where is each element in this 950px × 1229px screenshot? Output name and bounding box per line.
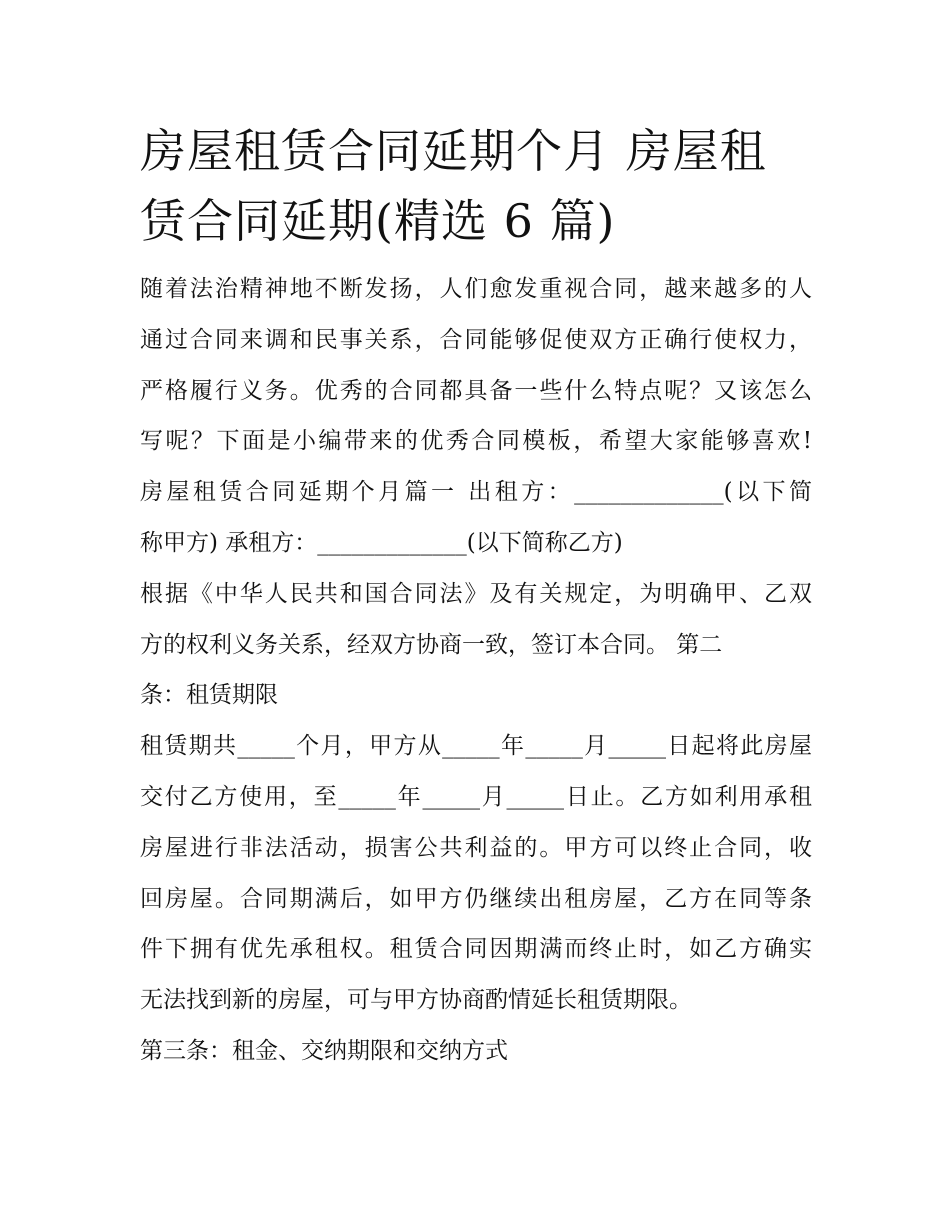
body-line: 随着法治精神地不断发扬，人们愈发重视合同，越来越多的人 — [140, 276, 812, 302]
body-line: 回房屋。合同期满后，如甲方仍继续出租房屋，乙方在同等条 — [140, 885, 812, 912]
body-line: 称甲方) 承租方：_____________(以下简称乙方) — [140, 529, 623, 556]
body-line: 条：租赁期限 — [140, 682, 278, 709]
document-title — [140, 116, 812, 256]
document-body — [140, 264, 812, 1077]
document-page — [140, 116, 812, 1077]
body-line: 租赁期共_____个月，甲方从_____年_____月_____日起将此房屋 — [140, 733, 812, 760]
body-line: 无法找到新的房屋，可与甲方协商酌情延长租赁期限。 — [140, 987, 692, 1014]
body-line: 通过合同来调和民事关系，合同能够促使双方正确行使权力， — [140, 326, 812, 353]
body-line: 写呢？下面是小编带来的优秀合同模板，希望大家能够喜欢! — [140, 428, 812, 455]
title-line: 房屋租赁合同延期个月 房屋租 — [140, 124, 767, 178]
body-line: 根据《中华人民共和国合同法》及有关规定，为明确甲、乙双 — [140, 580, 812, 607]
body-line: 房屋进行非法活动，损害公共利益的。甲方可以终止合同，收 — [140, 834, 812, 861]
body-line: 交付乙方使用，至_____年_____月_____日止。乙方如利用承租 — [140, 783, 812, 810]
body-line: 方的权利义务关系，经双方协商一致，签订本合同。 第二 — [140, 631, 723, 658]
body-line: 严格履行义务。优秀的合同都具备一些什么特点呢？又该怎么 — [140, 377, 812, 404]
body-line: 件下拥有优先承租权。租赁合同因期满而终止时，如乙方确实 — [140, 936, 812, 963]
title-line: 赁合同延期(精选 6 篇) — [140, 194, 616, 248]
body-line: 第三条：租金、交纳期限和交纳方式 — [140, 1037, 508, 1064]
body-line: 房屋租赁合同延期个月篇一 出租方：_____________(以下简 — [140, 479, 812, 506]
